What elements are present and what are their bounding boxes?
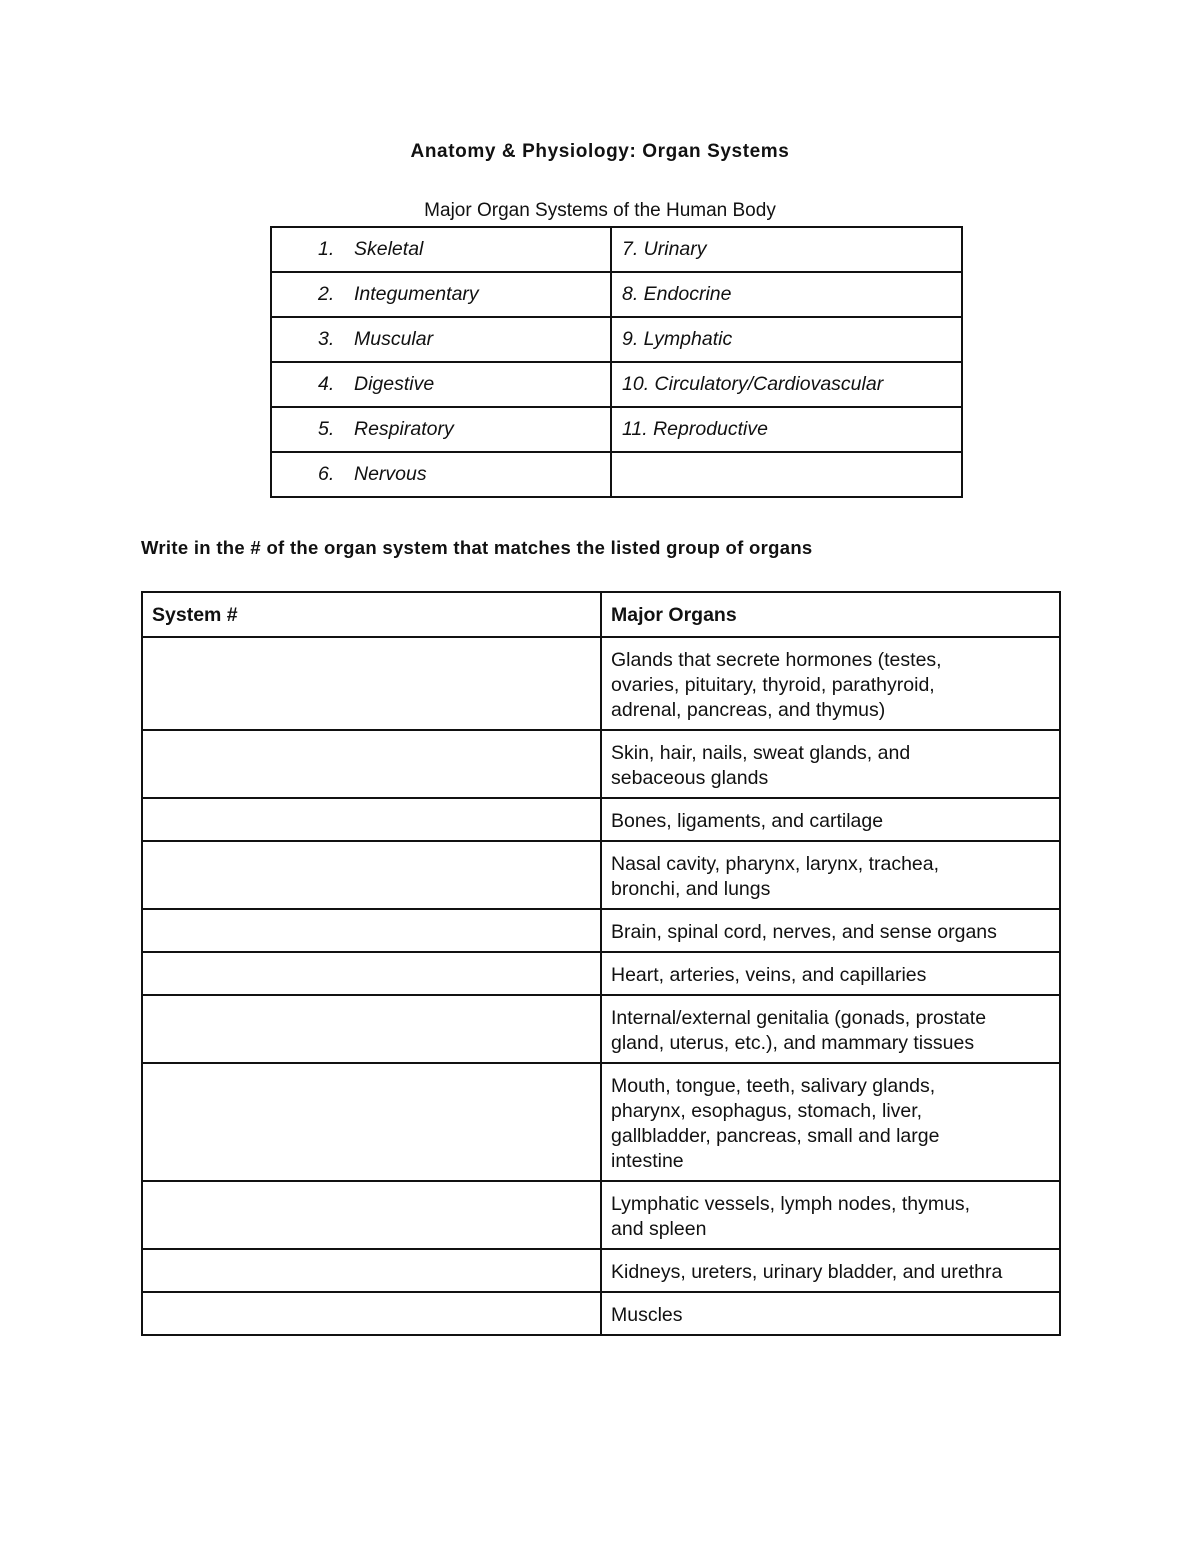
organs-text-line: pharynx, esophagus, stomach, liver,: [611, 1100, 923, 1122]
matching-table-row: [142, 1063, 1060, 1181]
system-cell-left: [271, 317, 611, 362]
system-cell-right: [611, 452, 962, 497]
system-name: Respiratory: [354, 418, 454, 440]
system-cell-right: 11. Reproductive: [611, 407, 962, 452]
organs-text-line: and spleen: [611, 1218, 707, 1240]
matching-table-row: [142, 995, 1060, 1063]
matching-table: [141, 591, 1061, 1336]
system-number: 4.: [318, 373, 335, 395]
organs-text-line: gallbladder, pancreas, small and large: [611, 1125, 940, 1147]
system-name: Muscular: [354, 328, 434, 350]
systems-table-row: [271, 452, 962, 497]
system-cell-left: [271, 362, 611, 407]
system-number: 5.: [318, 418, 335, 440]
organs-text-line: ovaries, pituitary, thyroid, parathyroid,: [611, 674, 935, 696]
organs-text-line: Glands that secrete hormones (testes,: [611, 649, 942, 671]
organs-text-line: intestine: [611, 1150, 684, 1172]
system-cell-right: 8. Endocrine: [611, 272, 962, 317]
organs-text-line: adrenal, pancreas, and thymus): [611, 699, 886, 721]
organs-text-line: Muscles: [611, 1304, 683, 1326]
matching-table-row: [142, 952, 1060, 995]
systems-table-row: [271, 272, 962, 317]
matching-table-row: [142, 1249, 1060, 1292]
organs-text-line: Kidneys, ureters, urinary bladder, and urethra: [611, 1261, 1003, 1283]
system-number-answer-cell[interactable]: [142, 1249, 601, 1292]
organs-text-line: sebaceous glands: [611, 767, 769, 789]
matching-table-row: [142, 841, 1060, 909]
system-number-answer-cell[interactable]: [142, 841, 601, 909]
organs-text-line: Bones, ligaments, and cartilage: [611, 810, 884, 832]
system-name: Skeletal: [354, 238, 424, 260]
system-cell-right: 9. Lymphatic: [611, 317, 962, 362]
organ-systems-table: [270, 226, 963, 498]
header-major-organs: Major Organs: [601, 592, 1060, 637]
system-cell-left: [271, 227, 611, 272]
systems-table-row: [271, 362, 962, 407]
systems-table-caption: Major Organ Systems of the Human Body: [424, 200, 776, 221]
organs-text-line: Internal/external genitalia (gonads, prostate: [611, 1007, 987, 1029]
major-organs-cell: [601, 1181, 1060, 1249]
matching-table-row: [142, 909, 1060, 952]
organs-text-line: Heart, arteries, veins, and capillaries: [611, 964, 927, 986]
system-name: Digestive: [354, 373, 435, 395]
matching-table-row: [142, 798, 1060, 841]
major-organs-cell: [601, 952, 1060, 995]
system-number-answer-cell[interactable]: [142, 798, 601, 841]
organs-text-line: Lymphatic vessels, lymph nodes, thymus,: [611, 1193, 971, 1215]
organs-text-line: Brain, spinal cord, nerves, and sense organs: [611, 921, 997, 943]
organs-text-line: Mouth, tongue, teeth, salivary glands,: [611, 1075, 936, 1097]
system-number-answer-cell[interactable]: [142, 1181, 601, 1249]
system-cell-left: [271, 272, 611, 317]
major-organs-cell: [601, 798, 1060, 841]
system-number: 6.: [318, 463, 335, 485]
organs-text-line: bronchi, and lungs: [611, 878, 771, 900]
system-number: 3.: [318, 328, 335, 350]
page-title: Anatomy & Physiology: Organ Systems: [410, 141, 790, 162]
system-name: Integumentary: [354, 283, 479, 305]
instruction-text: Write in the # of the organ system that matches the listed group of organs: [141, 537, 813, 558]
system-name: Nervous: [354, 463, 427, 485]
system-number-answer-cell[interactable]: [142, 952, 601, 995]
system-number: 1.: [318, 238, 335, 260]
matching-table-row: [142, 730, 1060, 798]
matching-table-row: [142, 1292, 1060, 1335]
major-organs-cell: [601, 637, 1060, 730]
major-organs-cell: [601, 841, 1060, 909]
major-organs-cell: [601, 1292, 1060, 1335]
system-number-answer-cell[interactable]: [142, 637, 601, 730]
major-organs-cell: [601, 995, 1060, 1063]
matching-table-row: [142, 637, 1060, 730]
matching-table-header: [142, 592, 1060, 637]
major-organs-cell: [601, 909, 1060, 952]
header-system-number: System #: [142, 592, 601, 637]
system-cell-right: 10. Circulatory/Cardiovascular: [611, 362, 962, 407]
major-organs-cell: [601, 730, 1060, 798]
system-number-answer-cell[interactable]: [142, 730, 601, 798]
system-number-answer-cell[interactable]: [142, 1292, 601, 1335]
system-number-answer-cell[interactable]: [142, 1063, 601, 1181]
system-number: 2.: [318, 283, 335, 305]
organs-text-line: Skin, hair, nails, sweat glands, and: [611, 742, 911, 764]
organs-text-line: Nasal cavity, pharynx, larynx, trachea,: [611, 853, 940, 875]
matching-table-row: [142, 1181, 1060, 1249]
systems-table-row: [271, 407, 962, 452]
systems-table-row: [271, 227, 962, 272]
system-number-answer-cell[interactable]: [142, 995, 601, 1063]
major-organs-cell: [601, 1249, 1060, 1292]
system-cell-left: [271, 407, 611, 452]
major-organs-cell: [601, 1063, 1060, 1181]
organs-text-line: gland, uterus, etc.), and mammary tissues: [611, 1032, 975, 1054]
system-cell-left: [271, 452, 611, 497]
system-cell-right: 7. Urinary: [611, 227, 962, 272]
systems-table-row: [271, 317, 962, 362]
system-number-answer-cell[interactable]: [142, 909, 601, 952]
